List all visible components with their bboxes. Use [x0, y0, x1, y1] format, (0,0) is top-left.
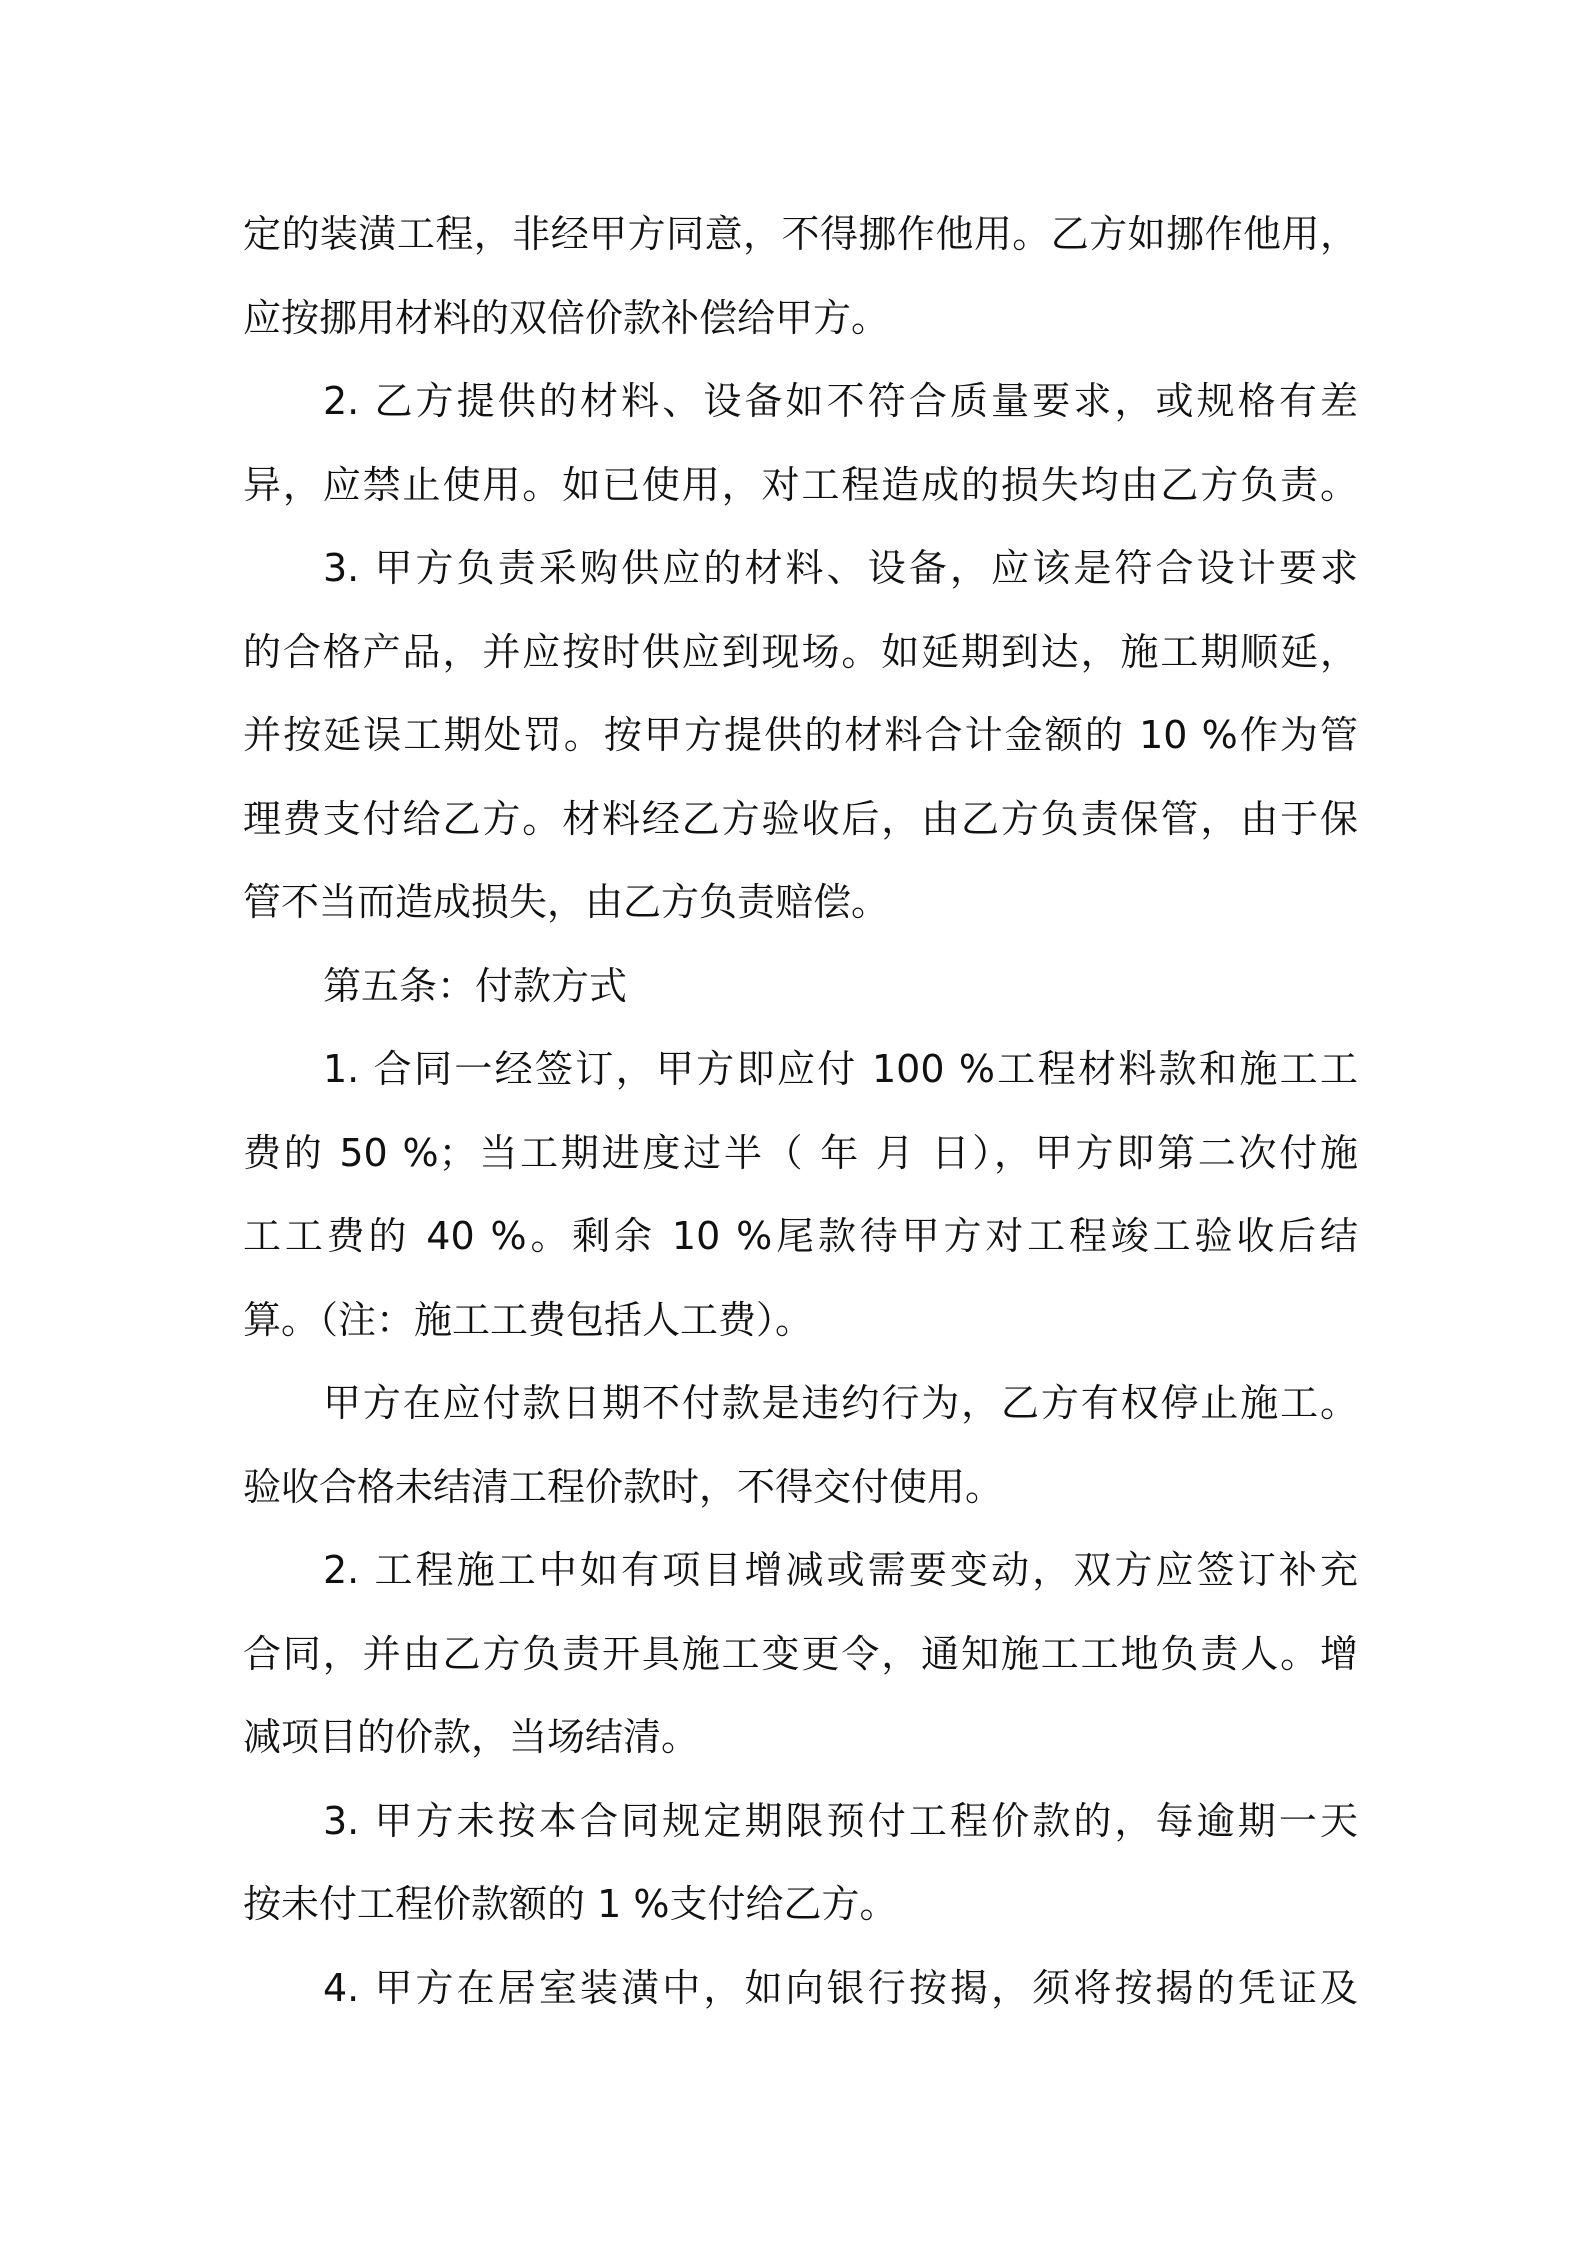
text-line-9: 管不当而造成损失，由乙方负责赔偿。: [243, 880, 890, 924]
text-line-21: 按未付工程价款额的 1 %支付给乙方。: [243, 1882, 898, 1926]
text-line-11: 1. 合同一经签订，甲方即应付 100 %工程材料款和施工工: [323, 1047, 1358, 1091]
text-line-8: 理费支付给乙方。材料经乙方验收后，由乙方负责保管，由于保: [243, 797, 1358, 841]
text-line-3: 2. 乙方提供的材料、设备如不符合质量要求，或规格有差: [323, 379, 1358, 423]
text-line-2: 应按挪用材料的双倍价款补偿给甲方。: [243, 296, 890, 340]
text-line-18: 合同，并由乙方负责开具施工变更令，通知施工工地负责人。增: [243, 1632, 1358, 1676]
text-line-19: 减项目的价款，当场结清。: [243, 1715, 700, 1759]
section-heading: 第五条：付款方式: [323, 964, 628, 1008]
text-line-6: 的合格产品，并应按时供应到现场。如延期到达，施工期顺延，: [243, 630, 1358, 674]
text-line-16: 验收合格未结清工程价款时，不得交付使用。: [243, 1465, 1004, 1509]
text-line-13: 工工费的 40 %。剩余 10 %尾款待甲方对工程竣工验收后结: [243, 1214, 1358, 1258]
text-line-22: 4. 甲方在居室装潢中，如向银行按揭，须将按揭的凭证及: [323, 1966, 1358, 2010]
text-line-15: 甲方在应付款日期不付款是违约行为，乙方有权停止施工。: [323, 1381, 1358, 1425]
text-line-4: 异，应禁止使用。如已使用，对工程造成的损失均由乙方负责。: [243, 463, 1358, 507]
text-line-7: 并按延误工期处罚。按甲方提供的材料合计金额的 10 %作为管: [243, 713, 1358, 757]
text-line-12: 费的 50 %；当工期进度过半（ 年 月 日），甲方即第二次付施: [243, 1131, 1358, 1175]
text-line-17: 2. 工程施工中如有项目增减或需要变动，双方应签订补充: [323, 1548, 1358, 1592]
text-line-1: 定的装潢工程，非经甲方同意，不得挪作他用。乙方如挪作他用，: [243, 212, 1358, 256]
text-line-14: 算。（注：施工工费包括人工费）。: [243, 1298, 814, 1342]
text-line-20: 3. 甲方未按本合同规定期限预付工程价款的，每逾期一天: [323, 1799, 1358, 1843]
text-line-5: 3. 甲方负责采购供应的材料、设备，应该是符合设计要求: [323, 546, 1358, 590]
